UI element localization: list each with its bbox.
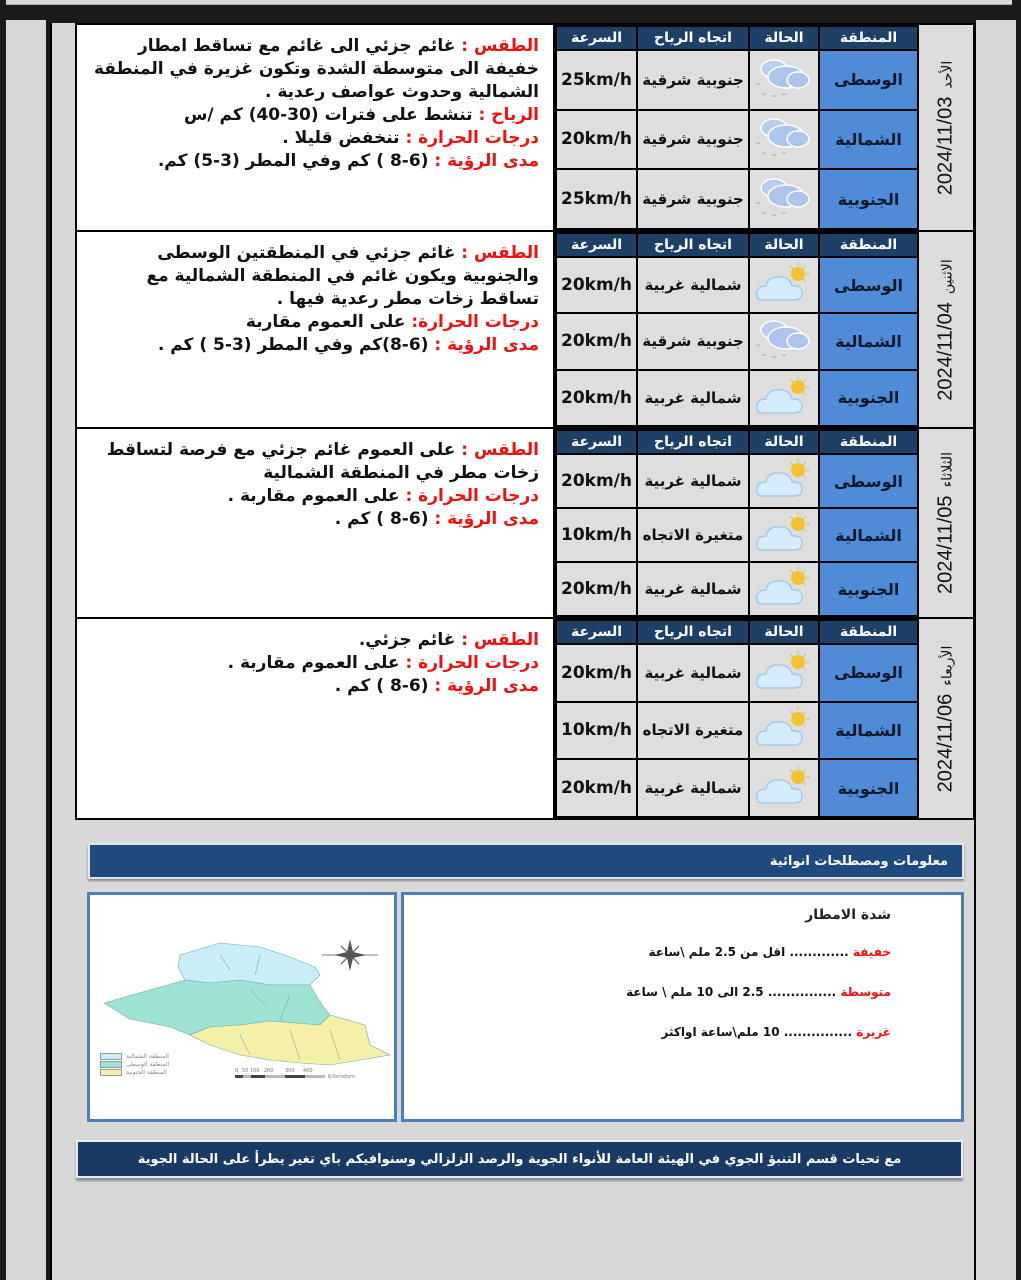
wind-speed-cell: 20km/h xyxy=(556,110,637,170)
wind-direction-cell: جنوبية شرقية xyxy=(637,50,749,110)
rain-level-moderate xyxy=(626,985,891,999)
date-text: 2024/11/05 xyxy=(934,495,957,595)
day-region-table xyxy=(555,619,917,818)
temps-line xyxy=(87,485,539,508)
header-speed: السرعة xyxy=(556,233,637,257)
region-map xyxy=(87,892,397,1122)
partly-cloudy-icon xyxy=(750,373,818,423)
weather-line xyxy=(87,242,539,311)
rain-level-desc: ............. اقل من 2.5 ملم \ساعة xyxy=(648,945,853,959)
region-cell: الجنوبية xyxy=(819,370,918,426)
partly-cloudy-icon xyxy=(750,456,818,506)
svg-text:ᴗ: ᴗ xyxy=(771,353,776,361)
table-row xyxy=(556,454,918,508)
header-wind-dir: اتجاه الرياح xyxy=(637,620,749,644)
temps-line xyxy=(87,652,539,675)
weather-line xyxy=(87,35,539,104)
header-state: الحالة xyxy=(749,233,819,257)
scale-bar xyxy=(235,1075,325,1078)
scale-labels xyxy=(235,1068,355,1080)
map-legend-north: المنطقة الشمالية xyxy=(126,1053,169,1060)
svg-text:ᴗ: ᴗ xyxy=(781,351,786,359)
forecast-day xyxy=(77,25,973,232)
forecast-day xyxy=(77,232,973,429)
partly-cloudy-icon xyxy=(750,564,818,614)
table-row xyxy=(556,257,918,313)
top-strip xyxy=(0,0,1021,14)
weather-text: غائم جزئي في المنطقتين الوسطى والجنوبية ويكون غائم في المنطقة الشمالية مع تساقط زخات مطر رعدية فيها . xyxy=(146,243,539,309)
scale-label-3: 200 xyxy=(264,1068,274,1074)
temps-line xyxy=(87,127,539,150)
forecast-day xyxy=(77,619,973,818)
table-row xyxy=(556,702,918,760)
winds-line xyxy=(87,104,539,127)
temps-label: درجات الحرارة: xyxy=(411,312,539,332)
rain-intensity-legend xyxy=(401,892,964,1122)
date-column xyxy=(917,429,973,617)
weather-label: الطقس : xyxy=(461,440,539,460)
region-cell: الشمالية xyxy=(819,110,918,170)
weather-label: الطقس : xyxy=(461,630,539,650)
wind-direction-cell: جنوبية شرقية xyxy=(637,169,749,229)
svg-text:ᴗ: ᴗ xyxy=(771,211,776,219)
info-title: معلومات ومصطلحات انوائية xyxy=(769,854,948,869)
wind-direction-cell: شمالية غربية xyxy=(637,644,749,702)
wind-direction-cell: شمالية غربية xyxy=(637,454,749,508)
forecast-table xyxy=(75,23,975,820)
svg-text:ᴗ: ᴗ xyxy=(761,89,766,97)
wind-speed-cell: 20km/h xyxy=(556,644,637,702)
temps-line xyxy=(87,311,539,334)
scale-label-4: 300 xyxy=(285,1068,295,1074)
weather-text: على العموم غائم جزئي مع فرصة لتساقط زخات مطر في المنطقة الشمالية xyxy=(106,440,539,483)
weather-line xyxy=(87,629,539,652)
svg-text:ᴗ: ᴗ xyxy=(761,351,766,359)
day-region-table xyxy=(555,232,917,427)
region-cell: الشمالية xyxy=(819,702,918,760)
day-summary xyxy=(77,429,555,617)
temps-text: على العموم مقاربة . xyxy=(227,653,400,673)
visibility-line xyxy=(87,675,539,698)
visibility-text: (6-8 ) كم . xyxy=(334,676,429,696)
day-name: الأربعاء xyxy=(938,645,955,686)
svg-text:ᴗ: ᴗ xyxy=(761,209,766,217)
table-header-row xyxy=(556,26,918,50)
wind-speed-cell: 25km/h xyxy=(556,169,637,229)
date-column xyxy=(917,619,973,818)
svg-text:ᴗ: ᴗ xyxy=(771,91,776,99)
rain-level-heavy xyxy=(662,1025,891,1039)
winds-text: تنشط على فترات (30-40) كم /س xyxy=(183,105,473,125)
partly-cloudy-icon xyxy=(750,510,818,560)
rain-level-desc: ............... 2.5 الى 10 ملم \ ساعة xyxy=(626,985,841,999)
svg-text:ᴗ: ᴗ xyxy=(755,79,760,87)
table-row xyxy=(556,110,918,170)
header-speed: السرعة xyxy=(556,26,637,50)
table-header-row xyxy=(556,233,918,257)
day-summary xyxy=(77,25,555,230)
svg-text:ᴗ: ᴗ xyxy=(781,209,786,217)
rain-level-name: خفيفة xyxy=(852,945,891,959)
wind-speed-cell: 20km/h xyxy=(556,313,637,369)
table-row xyxy=(556,370,918,426)
date-column xyxy=(917,25,973,230)
left-margin xyxy=(6,20,46,1280)
weather-label: الطقس : xyxy=(461,36,539,56)
date-text: 2024/11/04 xyxy=(934,301,957,401)
info-title-bar xyxy=(88,843,964,879)
wind-direction-cell: شمالية غربية xyxy=(637,562,749,616)
temps-text: على العموم مقاربة . xyxy=(227,486,400,506)
visibility-label: مدى الرؤية : xyxy=(434,335,539,355)
header-region: المنطقة xyxy=(819,620,918,644)
scale-label-2: 100 xyxy=(250,1068,260,1074)
visibility-line xyxy=(87,508,539,531)
table-row xyxy=(556,644,918,702)
wind-speed-cell: 10km/h xyxy=(556,702,637,760)
svg-text:ᴗ: ᴗ xyxy=(781,89,786,97)
weather-line xyxy=(87,439,539,485)
day-name: الثلاثاء xyxy=(938,451,955,488)
rain-cloud-icon xyxy=(750,316,818,366)
visibility-line xyxy=(87,334,539,357)
weather-text: غائم جزئي الى غائم مع تساقط امطار خفيفة الى متوسطة الشدة وتكون غزيرة في المنطقة الشمالية وحدوث عواصف رعدية . xyxy=(93,36,539,102)
visibility-text: (6-8 ) كم وفي المطر (3-5) كم. xyxy=(157,151,429,171)
wind-direction-cell: جنوبية شرقية xyxy=(637,110,749,170)
header-state: الحالة xyxy=(749,620,819,644)
table-row xyxy=(556,313,918,369)
map-legend-central: المنطقة الوسطى xyxy=(126,1061,170,1068)
day-region-table xyxy=(555,429,917,617)
visibility-label: مدى الرؤية : xyxy=(434,509,539,529)
region-cell: الوسطى xyxy=(819,257,918,313)
day-summary xyxy=(77,232,555,427)
wind-direction-cell: شمالية غربية xyxy=(637,370,749,426)
region-cell: الشمالية xyxy=(819,313,918,369)
svg-text:ᴗ: ᴗ xyxy=(761,149,766,157)
partly-cloudy-icon xyxy=(750,705,818,755)
compass-rose-icon xyxy=(322,939,378,971)
svg-text:ᴗ: ᴗ xyxy=(781,149,786,157)
visibility-text: (6-8 ) كم . xyxy=(334,509,429,529)
rain-cloud-icon xyxy=(750,174,818,224)
weather-text: غائم جزئي. xyxy=(358,630,456,650)
partly-cloudy-icon xyxy=(750,763,818,813)
wind-direction-cell: جنوبية شرقية xyxy=(637,313,749,369)
winds-label: الرياح : xyxy=(478,105,539,125)
visibility-text: (6-8)كم وفي المطر (3-5 ) كم . xyxy=(157,335,429,355)
wind-speed-cell: 20km/h xyxy=(556,759,637,817)
svg-text:ᴗ: ᴗ xyxy=(771,151,776,159)
wind-direction-cell: شمالية غربية xyxy=(637,759,749,817)
header-region: المنطقة xyxy=(819,26,918,50)
day-region-table xyxy=(555,25,917,230)
map-legend-south: المنطقة الجنوبية xyxy=(126,1069,167,1076)
iraq-map-image xyxy=(90,895,394,1119)
region-cell: الشمالية xyxy=(819,508,918,562)
header-speed: السرعة xyxy=(556,430,637,454)
rain-cloud-icon xyxy=(750,114,818,164)
rain-level-name: غزيرة xyxy=(856,1025,891,1039)
weather-label: الطقس : xyxy=(461,243,539,263)
footer-note xyxy=(76,1140,963,1178)
header-wind-dir: اتجاه الرياح xyxy=(637,26,749,50)
scale-label-unit: Kilometers xyxy=(328,1074,355,1080)
temps-label: درجات الحرارة : xyxy=(405,653,539,673)
header-state: الحالة xyxy=(749,26,819,50)
header-wind-dir: اتجاه الرياح xyxy=(637,430,749,454)
wind-speed-cell: 20km/h xyxy=(556,454,637,508)
svg-text:ᴗ: ᴗ xyxy=(755,139,760,147)
visibility-label: مدى الرؤية : xyxy=(434,676,539,696)
scale-label-0: 0 xyxy=(235,1068,239,1074)
scale-label-1: 50 xyxy=(242,1068,249,1074)
visibility-line xyxy=(87,150,539,173)
header-region: المنطقة xyxy=(819,233,918,257)
header-state: الحالة xyxy=(749,430,819,454)
header-region: المنطقة xyxy=(819,430,918,454)
wind-direction-cell: متغيرة الاتجاه xyxy=(637,508,749,562)
scale-label-5: 400 xyxy=(303,1068,313,1074)
date-text: 2024/11/06 xyxy=(934,693,957,792)
region-cell: الوسطى xyxy=(819,454,918,508)
date-column xyxy=(917,232,973,427)
wind-speed-cell: 10km/h xyxy=(556,508,637,562)
region-cell: الجنوبية xyxy=(819,562,918,616)
date-text: 2024/11/03 xyxy=(934,96,957,195)
day-summary xyxy=(77,619,555,818)
region-cell: الجنوبية xyxy=(819,759,918,817)
wind-direction-cell: شمالية غربية xyxy=(637,257,749,313)
region-cell: الوسطى xyxy=(819,644,918,702)
wind-speed-cell: 25km/h xyxy=(556,50,637,110)
forecast-day xyxy=(77,429,973,619)
day-name: الأحد xyxy=(938,60,955,89)
partly-cloudy-icon xyxy=(750,648,818,698)
rain-cloud-icon xyxy=(750,55,818,105)
table-header-row xyxy=(556,620,918,644)
partly-cloudy-icon xyxy=(750,260,818,310)
svg-text:ᴗ: ᴗ xyxy=(755,341,760,349)
region-cell: الجنوبية xyxy=(819,169,918,229)
wind-direction-cell: متغيرة الاتجاه xyxy=(637,702,749,760)
table-row xyxy=(556,50,918,110)
right-margin xyxy=(976,20,1016,1280)
table-row xyxy=(556,759,918,817)
header-speed: السرعة xyxy=(556,620,637,644)
table-row xyxy=(556,169,918,229)
table-header-row xyxy=(556,430,918,454)
day-name: الاثنين xyxy=(938,258,955,294)
temps-text: على العموم مقاربة xyxy=(245,312,406,332)
wind-speed-cell: 20km/h xyxy=(556,370,637,426)
wind-speed-cell: 20km/h xyxy=(556,562,637,616)
rain-level-light xyxy=(648,945,891,959)
wind-speed-cell: 20km/h xyxy=(556,257,637,313)
visibility-label: مدى الرؤية : xyxy=(434,151,539,171)
footer-text: مع تحيات قسم التنبؤ الجوي في الهيئة العامة للأنواء الجوية والرصد الزلزالي وسنوافيكم باي تغير يطرأ على الحالة الجوية xyxy=(137,1152,902,1167)
rain-level-desc: ............... 10 ملم\ساعة اواكثر xyxy=(661,1025,857,1039)
table-row xyxy=(556,508,918,562)
rain-level-name: متوسطة xyxy=(840,985,891,999)
rain-intensity-title: شدة الامطار xyxy=(805,907,891,923)
map-legend xyxy=(100,1053,169,1077)
table-row xyxy=(556,562,918,616)
region-cell: الوسطى xyxy=(819,50,918,110)
temps-text: تنخفض قليلا . xyxy=(282,128,400,148)
temps-label: درجات الحرارة : xyxy=(405,128,539,148)
svg-text:ᴗ: ᴗ xyxy=(755,199,760,207)
header-wind-dir: اتجاه الرياح xyxy=(637,233,749,257)
temps-label: درجات الحرارة : xyxy=(405,486,539,506)
